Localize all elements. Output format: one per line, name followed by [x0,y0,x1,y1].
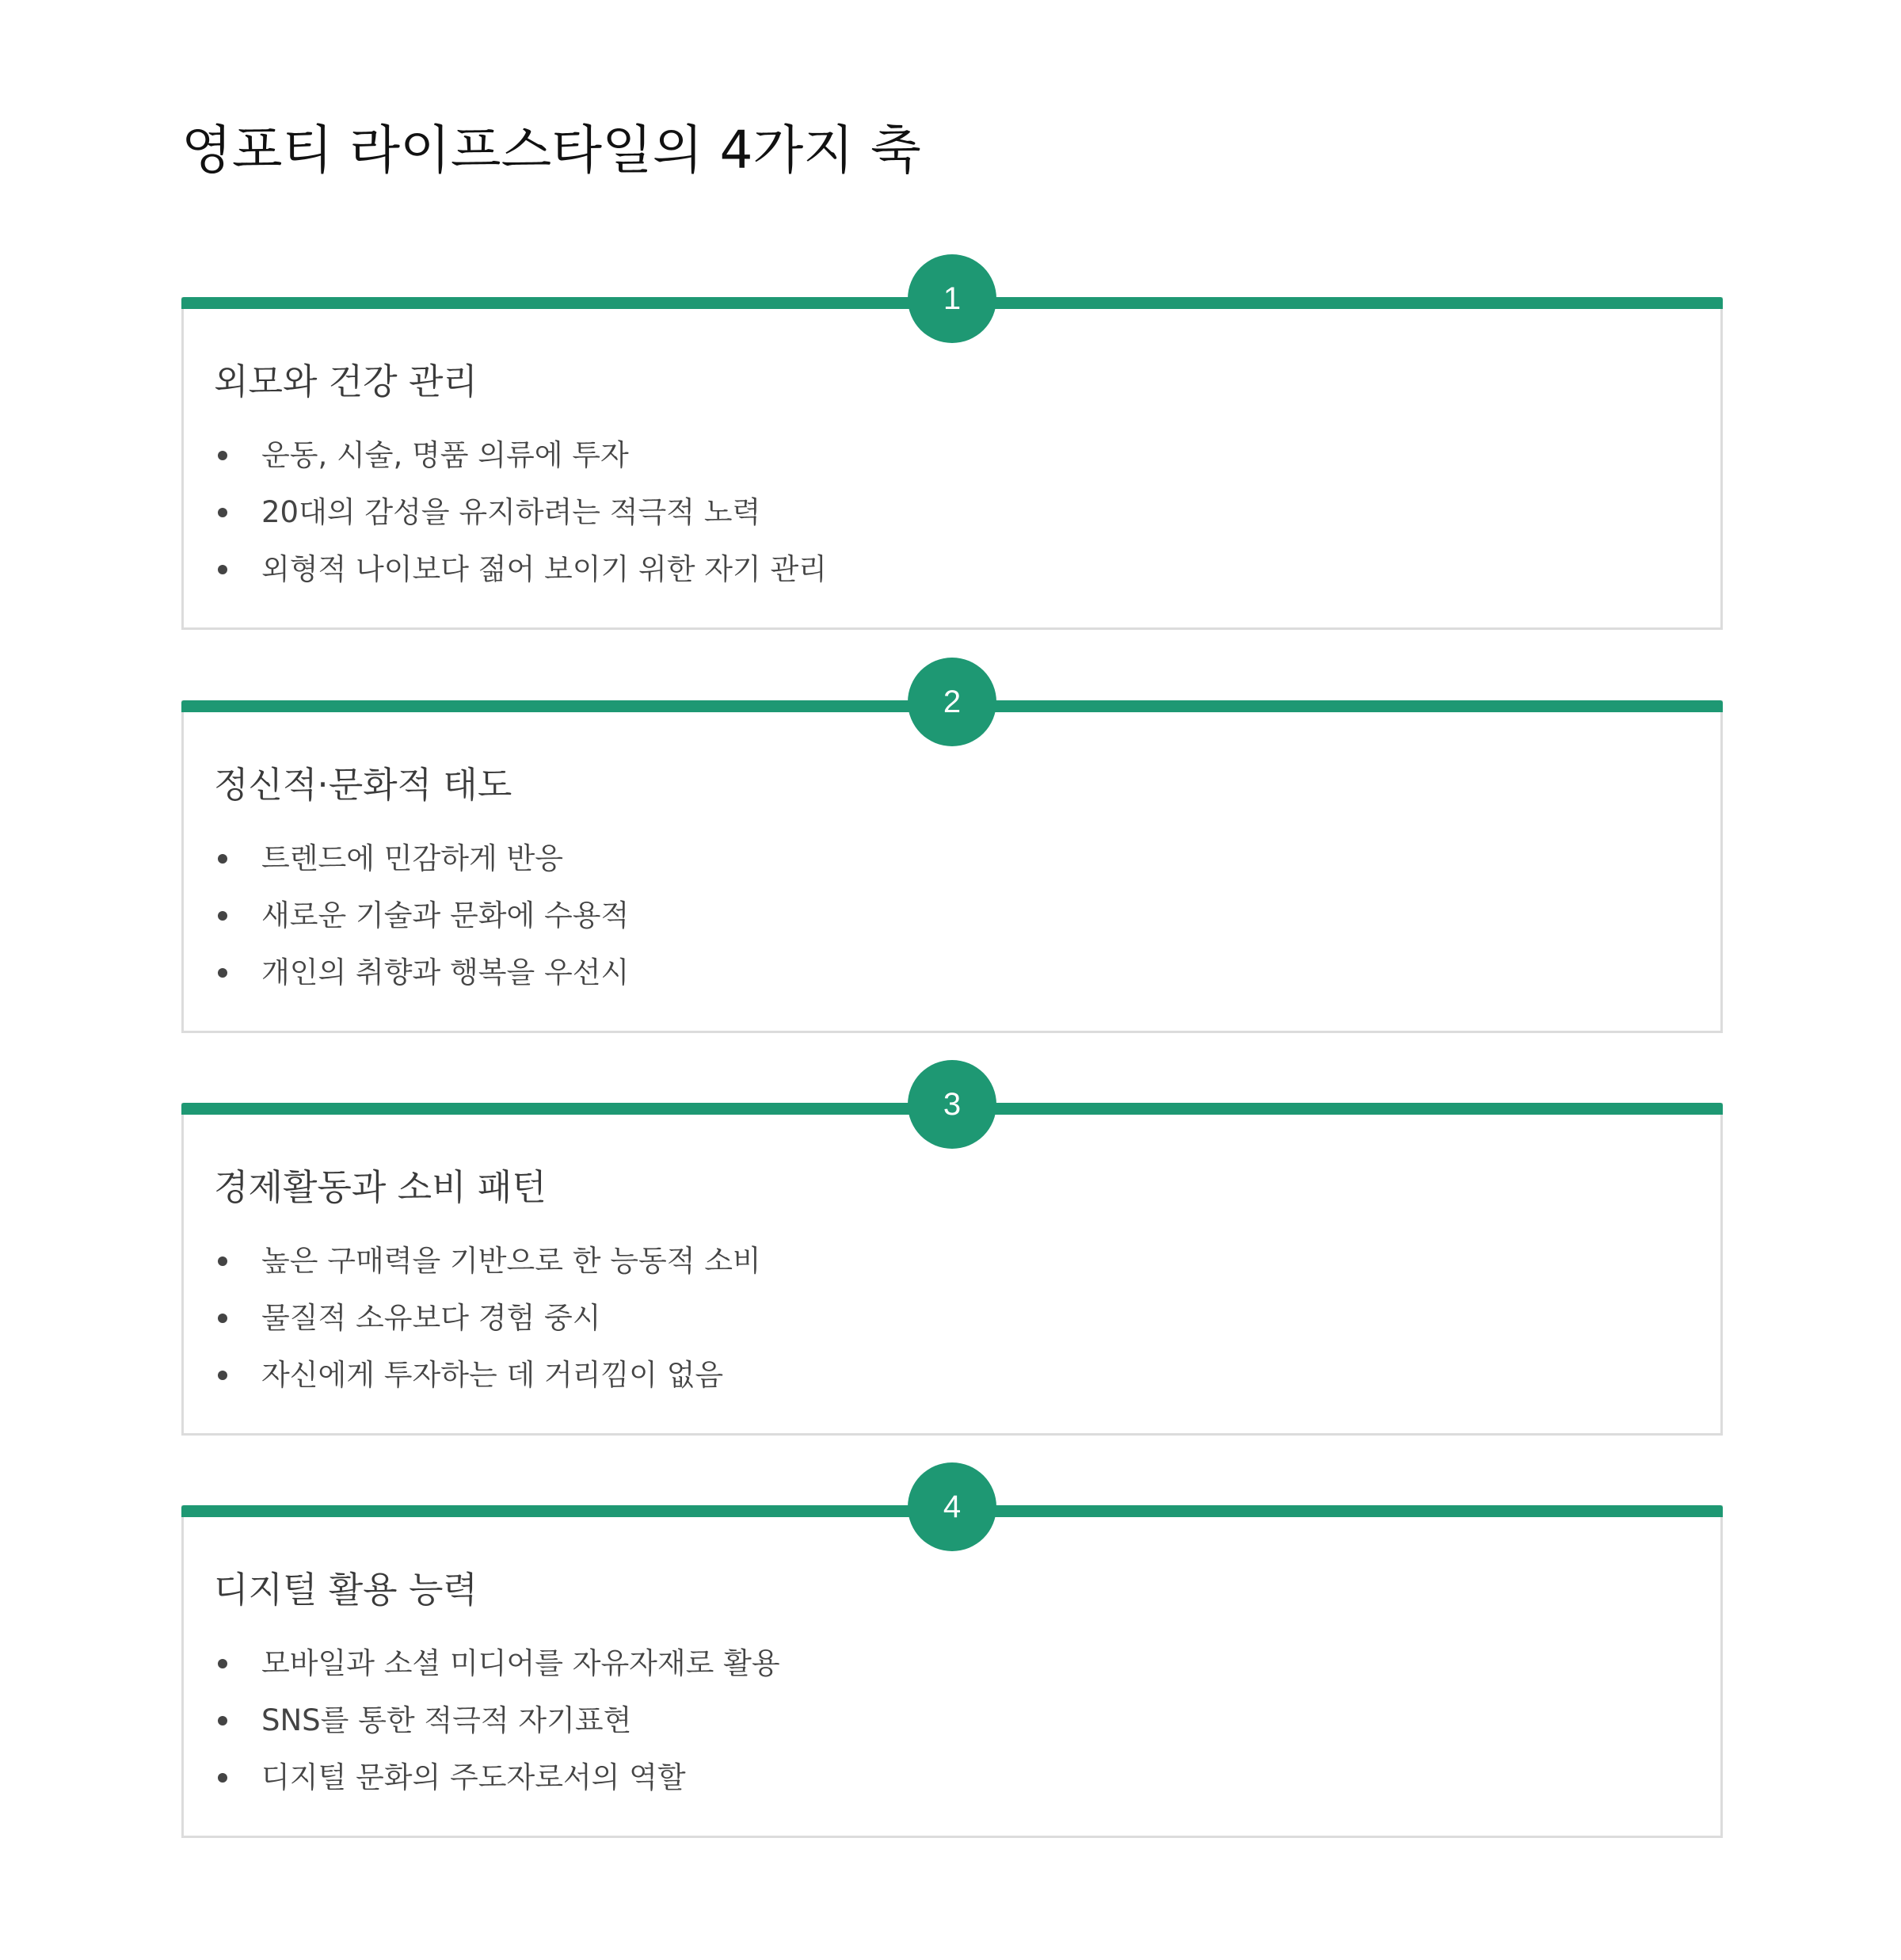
list-item-text: 모바일과 소셜 미디어를 자유자재로 활용 [261,1646,780,1680]
number-badge: 4 [908,1462,996,1551]
axis-card [181,1087,1723,1436]
axis-card [181,1489,1723,1838]
list-item-text: 트렌드에 민감하게 반응 [261,841,563,875]
list-item [214,949,629,1006]
bullet-icon [218,968,227,978]
bullet-list [214,432,827,603]
list-item-text: 물질적 소유보다 경험 중시 [261,1301,601,1335]
list-item-text: 20대의 감성을 유지하려는 적극적 노력 [261,495,761,529]
list-item-text: 외형적 나이보다 젊어 보이기 위한 자기 관리 [261,552,827,586]
bullet-icon [218,1256,227,1266]
number-badge: 2 [908,658,996,746]
list-item [214,835,629,892]
list-item-text: 자신에게 투자하는 데 거리낌이 없음 [261,1358,724,1392]
bullet-icon [218,451,227,460]
list-item [214,432,827,489]
list-item-text: SNS를 통한 적극적 자기표현 [261,1703,632,1737]
bullet-icon [218,1314,227,1323]
list-item [214,1352,761,1409]
list-item [214,1237,761,1295]
list-item-text: 높은 구매력을 기반으로 한 능동적 소비 [261,1244,761,1278]
list-item [214,546,827,603]
bullet-icon [218,565,227,574]
page-title: 영포티 라이프스타일의 4가지 축 [181,120,921,181]
bullet-list [214,1237,761,1409]
bullet-icon [218,1371,227,1380]
card-title: 디지털 활용 능력 [214,1569,478,1611]
number-badge: 3 [908,1060,996,1149]
list-item [214,1697,780,1754]
bullet-icon [218,1716,227,1725]
list-item [214,892,629,949]
bullet-icon [218,508,227,517]
axis-card [181,684,1723,1033]
list-item [214,1640,780,1697]
card-title: 외모와 건강 관리 [214,360,478,402]
list-item-text: 운동, 시술, 명품 의류에 투자 [261,438,629,472]
card-title: 경제활동과 소비 패턴 [214,1166,547,1208]
list-item-text: 새로운 기술과 문화에 수용적 [261,898,630,932]
list-item-text: 개인의 취향과 행복을 우선시 [261,955,630,990]
bullet-icon [218,1773,227,1783]
bullet-list [214,1640,780,1811]
list-item [214,489,827,546]
list-item [214,1295,761,1352]
list-item-text: 디지털 문화의 주도자로서의 역할 [261,1760,686,1794]
list-item [214,1754,780,1811]
bullet-icon [218,854,227,864]
bullet-list [214,835,629,1006]
bullet-icon [218,1659,227,1668]
card-title: 정신적·문화적 태도 [214,764,512,806]
bullet-icon [218,911,227,921]
axis-card [181,281,1723,630]
number-badge: 1 [908,254,996,343]
